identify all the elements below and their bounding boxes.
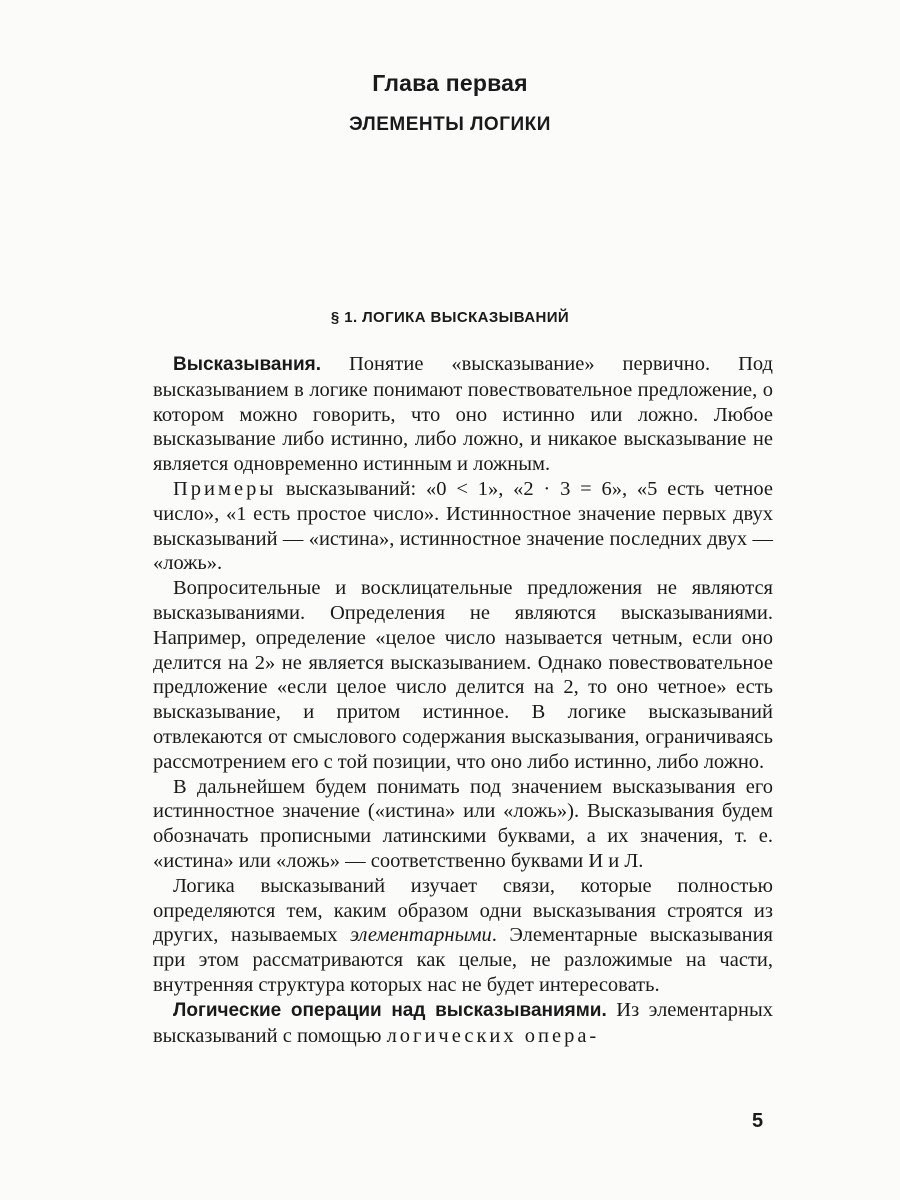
spaced-term: логических: [386, 1024, 517, 1047]
paragraph-text: . Элементарные высказывания при этом рассматриваются как целые, не разложимые на части, внутренняя структура которых нас не будет интересовать.: [153, 924, 773, 996]
paragraph-text: Логика высказываний изучает связи, которые полностью определяются тем, каким образом одни высказывания строятся из других, называемых: [153, 874, 773, 947]
paragraph-text: В дальнейшем будем понимать под значением высказывания его истинностное значение («истина» или «ложь»). Высказывания будем обозначать прописными латинскими буквами, а их значения, т. е. «истина» или «ложь» — соответственно буквами И и Л.: [153, 775, 773, 872]
chapter-subtitle: ЭЛЕМЕНТЫ ЛОГИКИ: [349, 114, 551, 135]
paragraph-elementary: [153, 874, 773, 998]
chapter-title: Глава первая: [372, 70, 528, 96]
paragraph-text: Понятие «высказывание» первично. Под высказыванием в логике понимают повествовательное предложение, о котором можно говорить, что оно истинно или ложно. Любое высказывание либо истинно, либо ложно, и никакое высказывание не является одновременно истинным и ложным.: [153, 353, 773, 476]
paragraph-non-statements: [153, 576, 773, 774]
paragraph-text: высказываний: «0 < 1», «2 · 3 = 6», «5 есть четное число», «1 есть простое число». Истинностное значение первых двух высказываний — «истина», истинностное значение последних двух — «ложь».: [153, 477, 773, 575]
paragraph-text: Вопросительные и восклицательные предложения не являются высказываниями. Определения не являются высказываниями. Например, определение «целое число называется четным, если оно делится на 2» не является высказыванием. Однако повествовательное предложение «если целое число делится на 2, то оно четное» есть высказывание, и притом истинное. В логике высказываний отвлекаются от смыслового содержания высказывания, ограничиваясь рассмотрением его с той позиции, что оно либо истинно, либо ложно.: [153, 577, 773, 773]
paragraph-truth-values: [153, 775, 773, 874]
paragraph-statements: [153, 352, 773, 477]
paragraph-lead: Логические операции над высказываниями.: [173, 999, 607, 1021]
paragraph-lead-spaced: Примеры: [173, 477, 277, 500]
paragraph-text: Из элементарных высказываний с помощью: [153, 998, 773, 1047]
body-text: [153, 352, 773, 1048]
paragraph-examples: [153, 477, 773, 576]
paragraph-logical-operations: [153, 998, 773, 1049]
italic-term: элементарными: [349, 924, 492, 947]
section-heading: § 1. ЛОГИКА ВЫСКАЗЫВАНИЙ: [330, 309, 570, 326]
paragraph-lead: Высказывания.: [173, 354, 322, 375]
page-number: 5: [752, 1110, 764, 1132]
paragraph-text: опера-: [516, 1024, 600, 1047]
